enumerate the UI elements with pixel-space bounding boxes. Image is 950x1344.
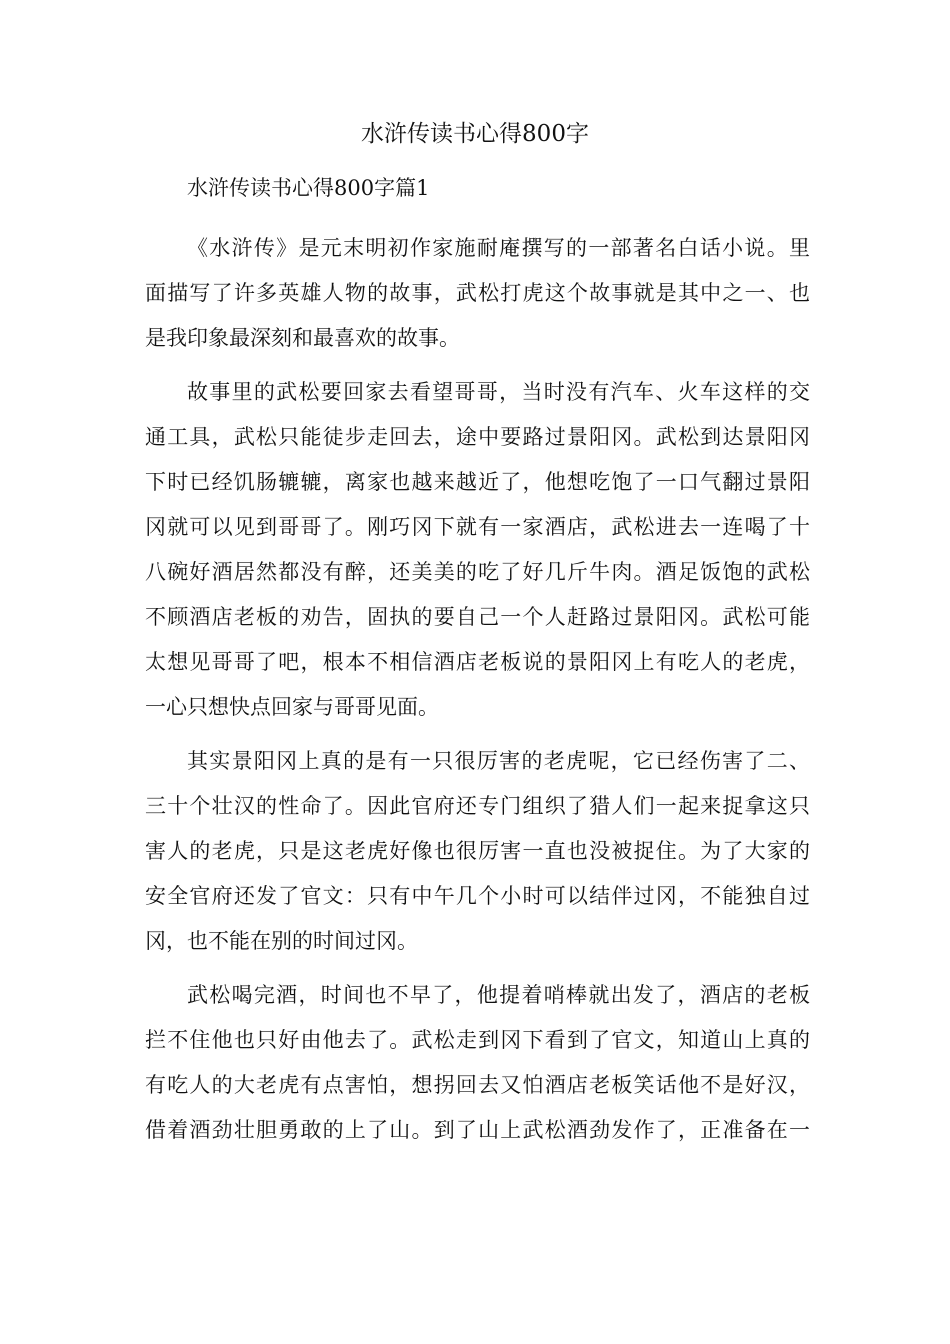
paragraph-line: 通工具，武松只能徒步走回去，途中要路过景阳冈。武松到达景阳冈 — [145, 425, 810, 449]
paragraph-line: 武松喝完酒，时间也不早了，他提着哨棒就出发了，酒店的老板 — [187, 983, 810, 1007]
paragraph-line: 下时已经饥肠辘辘，离家也越来越近了，他想吃饱了一口气翻过景阳 — [145, 470, 810, 494]
paragraph-line: 《水浒传》是元末明初作家施耐庵撰写的一部著名白话小说。里 — [187, 236, 810, 260]
paragraph-line: 是我印象最深刻和最喜欢的故事。 — [145, 326, 460, 350]
paragraph-line: 太想见哥哥了吧，根本不相信酒店老板说的景阳冈上有吃人的老虎， — [145, 650, 810, 674]
paragraph-line: 其实景阳冈上真的是有一只很厉害的老虎呢，它已经伤害了二、 — [187, 749, 810, 773]
paragraph-line: 借着酒劲壮胆勇敢的上了山。到了山上武松酒劲发作了，正准备在一 — [145, 1118, 810, 1142]
paragraph-line: 面描写了许多英雄人物的故事，武松打虎这个故事就是其中之一、也 — [145, 281, 810, 305]
paragraph-line: 有吃人的大老虎有点害怕，想拐回去又怕酒店老板笑话他不是好汉， — [145, 1073, 810, 1097]
paragraph-line: 冈，也不能在别的时间过冈。 — [145, 929, 418, 953]
paragraph-line: 害人的老虎，只是这老虎好像也很厉害一直也没被捉住。为了大家的 — [145, 839, 810, 863]
paragraph-4 — [145, 973, 810, 1153]
paragraph-line: 八碗好酒居然都没有醉，还美美的吃了好几斤牛肉。酒足饭饱的武松 — [145, 560, 810, 584]
paragraph-3 — [145, 739, 810, 964]
paragraph-line: 三十个壮汉的性命了。因此官府还专门组织了猎人们一起来捉拿这只 — [145, 794, 810, 818]
paragraph-line: 拦不住他也只好由他去了。武松走到冈下看到了官文，知道山上真的 — [145, 1028, 810, 1052]
paragraph-2 — [145, 370, 810, 730]
section-heading: 水浒传读书心得800字篇1 — [187, 176, 430, 200]
paragraph-line: 不顾酒店老板的劝告，固执的要自己一个人赶路过景阳冈。武松可能 — [145, 605, 810, 629]
paragraph-line: 一心只想快点回家与哥哥见面。 — [145, 695, 439, 719]
paragraph-line: 安全官府还发了官文：只有中午几个小时可以结伴过冈，不能独自过 — [145, 884, 810, 908]
document-body — [145, 168, 810, 1153]
paragraph-line: 故事里的武松要回家去看望哥哥，当时没有汽车、火车这样的交 — [187, 380, 810, 404]
paragraph-1 — [145, 226, 810, 361]
document-title: 水浒传读书心得800字 — [361, 121, 589, 147]
paragraph-line: 冈就可以见到哥哥了。刚巧冈下就有一家酒店，武松进去一连喝了十 — [145, 515, 810, 539]
